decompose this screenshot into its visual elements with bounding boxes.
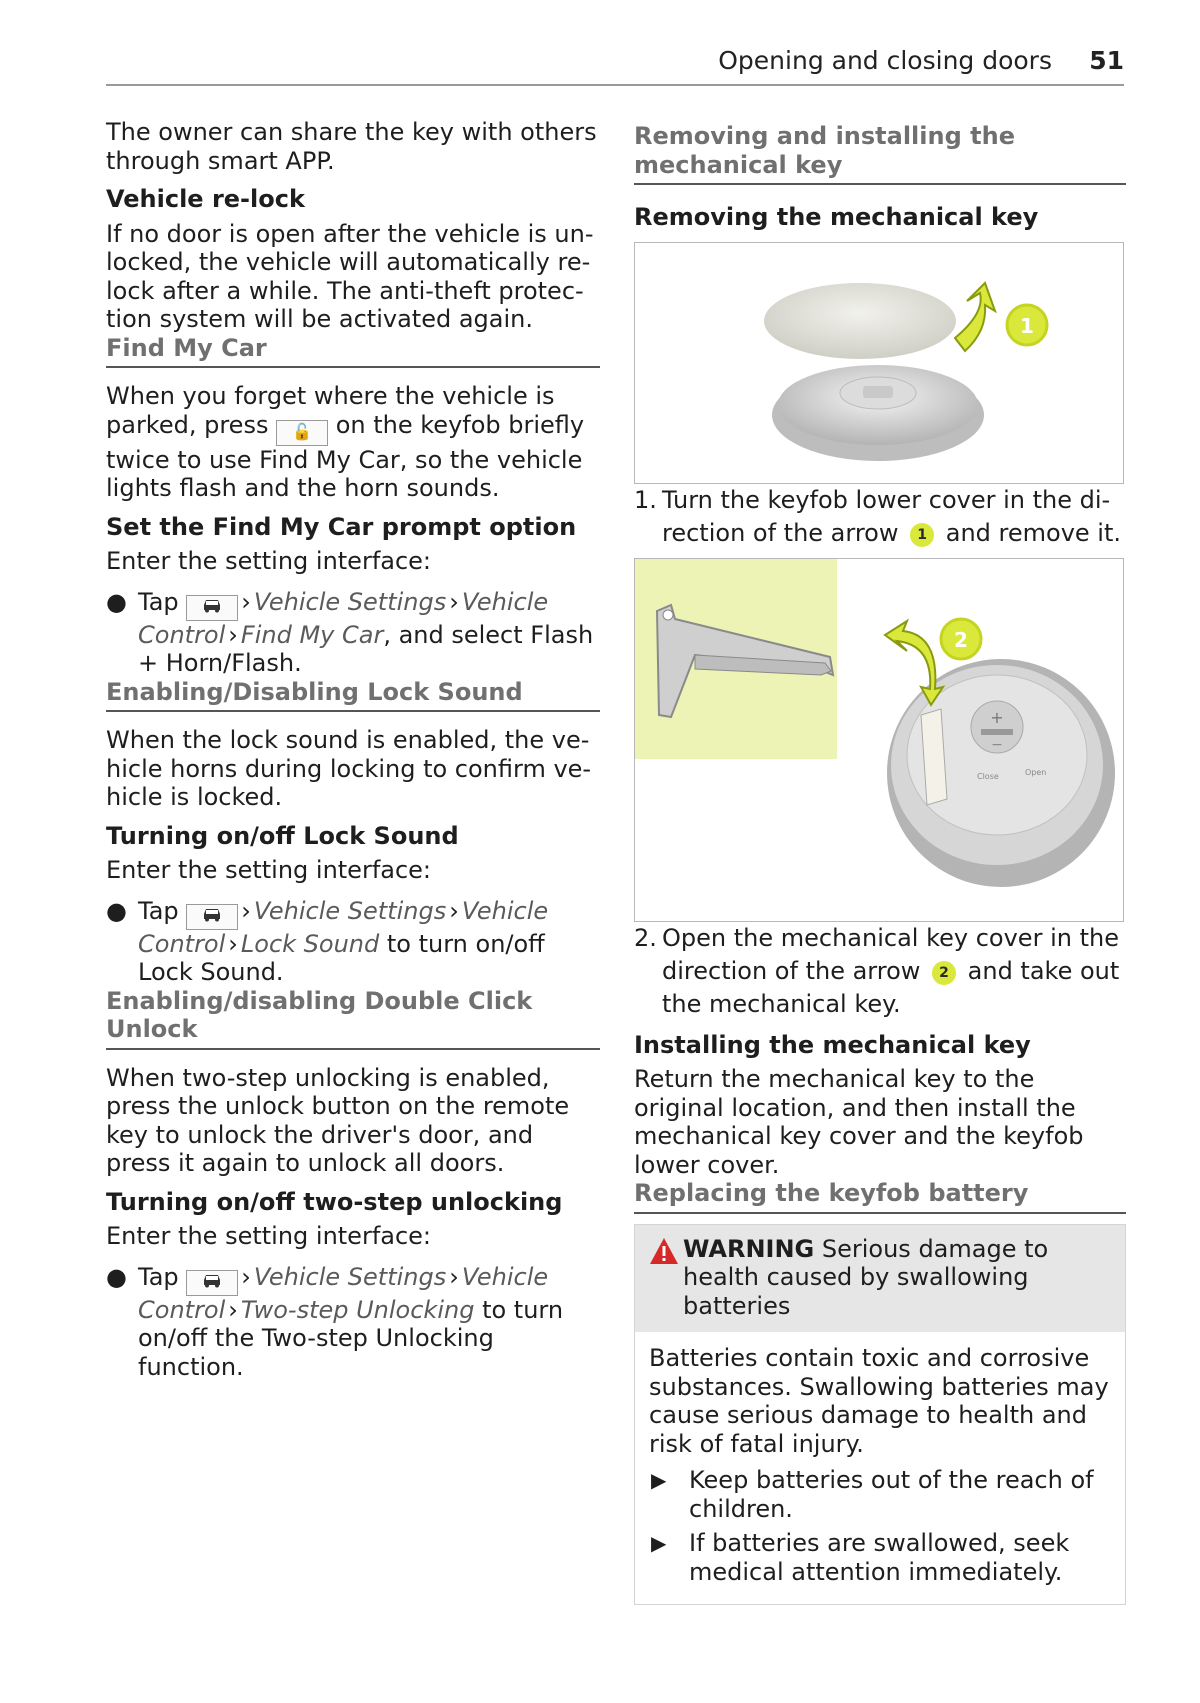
warning-title: WARNING Serious damage to health caused by swallowing batteries [683, 1234, 1049, 1320]
chevron-right-icon: › [241, 1262, 251, 1291]
unlock-key-icon: 🔓 [276, 420, 328, 446]
list-item: ▶ Keep batteries out of the reach of children. [651, 1466, 1094, 1523]
removing-heading: Removing the mechanical key [634, 203, 1039, 231]
chevron-right-icon: › [228, 1295, 238, 1324]
chevron-right-icon: › [228, 620, 238, 649]
warning-list [649, 1466, 1113, 1586]
find-my-car-text: When you forget where the vehicle is parked, press 🔓 on the keyfob briefly twice to use Find My Car, so the vehicle lights flash and the horn sounds. [106, 382, 585, 502]
figure-open-key-cover [634, 558, 1124, 922]
page-header [106, 44, 1124, 86]
chevron-right-icon: › [241, 896, 251, 925]
callout-2-badge: 2 [932, 961, 956, 985]
list-item: ● Tap › Vehicle Settings › Vehicle Control › Find My Car, and select Flash + Horn/Flash. [106, 587, 594, 677]
chevron-right-icon: › [449, 896, 459, 925]
prompt-heading: Set the Find My Car prompt option [106, 512, 577, 541]
step-2-list [634, 922, 1126, 1021]
warning-body [635, 1332, 1125, 1604]
prompt-steps [106, 588, 600, 678]
lock-sound-text: When the lock sound is enabled, the ve-hicle horns during locking to confirm ve-hicle is locked. [106, 726, 592, 811]
bullet-icon: ● [106, 587, 127, 616]
installing-heading: Installing the mechanical key [634, 1030, 1031, 1059]
relock-text: If no door is open after the vehicle is un-locked, the vehicle will automatically re-lock after a while. The anti-theft protec-tion system will be activated again. [106, 219, 594, 333]
battery-heading: Replacing the keyfob battery [634, 1179, 1126, 1214]
warning-box [634, 1224, 1126, 1606]
warning-text: Batteries contain toxic and corrosive substances. Swallowing batteries may cause serious damage to health and risk of fatal injury. [649, 1344, 1109, 1458]
close-label: Close [977, 771, 999, 781]
installing-text: Return the mechanical key to the original location, and then install the mechanical key cover and the keyfob lower cover. [634, 1065, 1084, 1179]
mechanical-key-section-heading: Removing and installing the mechanical key [634, 122, 1126, 185]
car-icon [186, 904, 238, 930]
lock-toggle-steps [106, 897, 600, 987]
list-item: ● Tap › Vehicle Settings › Vehicle Control › Lock Sound to turn on/off Lock Sound. [106, 896, 549, 986]
mechanical-key-illustration [635, 559, 1123, 921]
list-item: ● Tap › Vehicle Settings › Vehicle Control › Two-step Unlocking to turn on/off the Two-step Unlocking function. [106, 1262, 564, 1381]
find-my-car-heading: Find My Car [106, 334, 600, 369]
two-step-intro: Enter the setting interface: [106, 1222, 432, 1250]
relock-heading: Vehicle re-lock [106, 185, 305, 213]
warning-header [635, 1225, 1125, 1333]
callout-2-label: 2 [954, 627, 968, 652]
right-column [634, 118, 1126, 1605]
lock-sound-heading: Enabling/Disabling Lock Sound [106, 678, 600, 713]
callout-1-badge: 1 [910, 523, 934, 547]
left-column [106, 118, 600, 1381]
triangle-bullet-icon: ▶ [651, 1468, 667, 1492]
car-icon [186, 595, 238, 621]
warning-triangle-icon [649, 1237, 683, 1269]
bullet-icon: ● [106, 1262, 127, 1291]
rotate-arrow-icon [885, 621, 943, 705]
intro-paragraph: The owner can share the key with others through smart APP. [106, 118, 597, 175]
double-click-text: When two-step unlocking is enabled, press the unlock button on the remote key to unlock the driver's door, and press it again to unlock all doors. [106, 1063, 570, 1177]
triangle-bullet-icon: ▶ [651, 1531, 667, 1555]
step-1-list [634, 484, 1126, 550]
two-step-steps [106, 1263, 600, 1382]
chevron-right-icon: › [449, 1262, 459, 1291]
callout-1-label: 1 [1020, 313, 1034, 338]
open-label: Open [1025, 767, 1047, 777]
lock-toggle-intro: Enter the setting interface: [106, 856, 432, 884]
rotate-arrow-icon [955, 283, 995, 351]
two-step-heading: Turning on/off two-step unlocking [106, 1187, 563, 1216]
running-title: Opening and closing doors [718, 46, 1052, 75]
chevron-right-icon: › [449, 587, 459, 616]
prompt-intro: Enter the setting interface: [106, 547, 432, 575]
svg-text:+: + [990, 707, 1004, 727]
page-number: 51 [1089, 46, 1124, 75]
list-item: 1. Turn the keyfob lower cover in the di-rection of the arrow 1 and remove it. [634, 485, 1122, 547]
car-icon [186, 1270, 238, 1296]
list-item: 2. Open the mechanical key cover in the direction of the arrow 2 and take out the mechanical key. [634, 923, 1120, 1018]
keyfob-cover-illustration [635, 243, 1123, 483]
figure-remove-cover [634, 242, 1124, 484]
list-item: ▶ If batteries are swallowed, seek medical attention immediately. [651, 1529, 1070, 1586]
lock-toggle-heading: Turning on/off Lock Sound [106, 821, 459, 850]
chevron-right-icon: › [228, 929, 238, 958]
lower-cover [764, 283, 956, 359]
bullet-icon: ● [106, 896, 127, 925]
double-click-heading: Enabling/disabling Double Click Unlock [106, 987, 600, 1050]
chevron-right-icon: › [241, 587, 251, 616]
svg-text:−: − [991, 736, 1003, 753]
